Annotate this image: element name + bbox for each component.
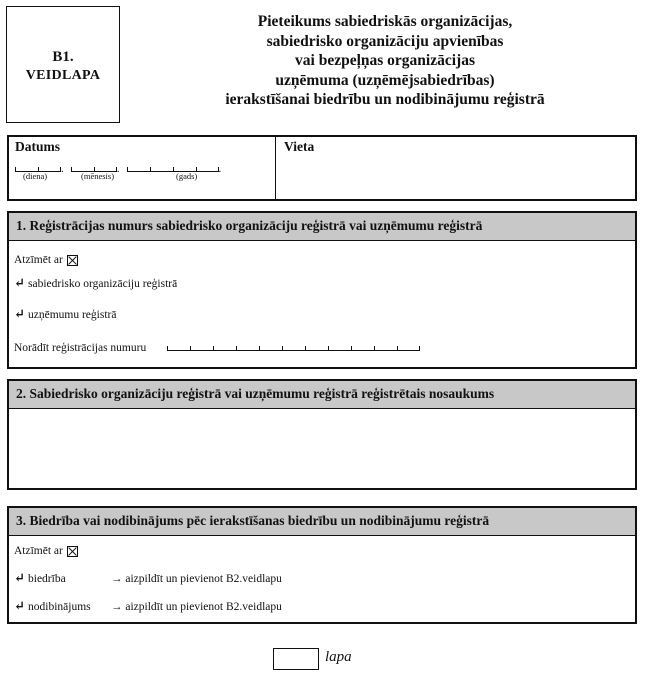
page-number-field[interactable] bbox=[273, 648, 319, 670]
title-line: ierakstīšanai biedrību un nodibinājumu reģistrā bbox=[225, 91, 545, 108]
place-field[interactable] bbox=[279, 157, 631, 197]
title-line: uzņēmuma (uzņēmējsabiedrības) bbox=[275, 71, 495, 89]
date-place-divider bbox=[275, 137, 276, 199]
registration-number-label: Norādīt reģistrācijas numuru bbox=[14, 342, 147, 354]
option-foundation[interactable]: ↵ nodibinājums → aizpildīt un pievienot B2.veidlapu bbox=[14, 598, 282, 613]
place-label: Vieta bbox=[284, 139, 315, 154]
option-association[interactable]: ↵ biedrība → aizpildīt un pievienot B2.veidlapu bbox=[14, 570, 282, 585]
section1-heading: 1. Reģistrācijas numurs sabiedrisko organizāciju reģistrā vai uzņēmumu reģistrā bbox=[9, 213, 635, 241]
section2-heading: 2. Sabiedrisko organizāciju reģistrā vai uzņēmumu reģistrā reģistrētais nosaukums bbox=[9, 381, 635, 409]
day-label: (diena) bbox=[23, 171, 48, 181]
option-public-org-register[interactable]: ↵ sabiedrisko organizāciju reģistrā bbox=[14, 275, 178, 290]
form-title bbox=[140, 12, 630, 110]
registration-number-field[interactable] bbox=[167, 342, 420, 354]
section-registration-number bbox=[7, 211, 637, 369]
return-arrow-icon: ↵ bbox=[14, 598, 25, 613]
registered-name-field[interactable] bbox=[13, 413, 631, 483]
x-checkbox-icon bbox=[67, 546, 78, 557]
form-code-number: B1. bbox=[52, 49, 74, 65]
month-label: (mēnesis) bbox=[81, 171, 115, 181]
return-arrow-icon: ↵ bbox=[14, 306, 25, 321]
return-arrow-icon: ↵ bbox=[14, 275, 25, 290]
return-arrow-icon: ↵ bbox=[14, 570, 25, 585]
section1-mark-with: Atzīmēt ar bbox=[14, 254, 78, 266]
section-entity-type bbox=[7, 506, 637, 624]
title-line: vai bezpeļņas organizācijas bbox=[295, 52, 475, 69]
option-enterprise-register[interactable]: ↵ uzņēmumu reģistrā bbox=[14, 306, 117, 321]
registration-number-row bbox=[14, 342, 420, 354]
year-label: (gads) bbox=[176, 171, 198, 181]
title-line: Pieteikums sabiedriskās organizācijas, bbox=[257, 13, 513, 30]
date-field[interactable]: . . . bbox=[15, 159, 270, 173]
section-registered-name bbox=[7, 379, 637, 490]
page-label: lapa bbox=[325, 649, 352, 665]
date-label: Datums bbox=[15, 139, 61, 154]
title-line: sabiedrisko organizāciju apvienības bbox=[266, 32, 504, 50]
x-checkbox-icon bbox=[67, 255, 78, 266]
form-code-box bbox=[6, 6, 120, 123]
section3-mark-with: Atzīmēt ar bbox=[14, 545, 78, 557]
date-place-box bbox=[7, 135, 637, 201]
section3-heading: 3. Biedrība vai nodibinājums pēc ierakstīšanas biedrību un nodibinājumu reģistrā bbox=[9, 508, 635, 536]
form-code-label: VEIDLAPA bbox=[25, 68, 101, 83]
